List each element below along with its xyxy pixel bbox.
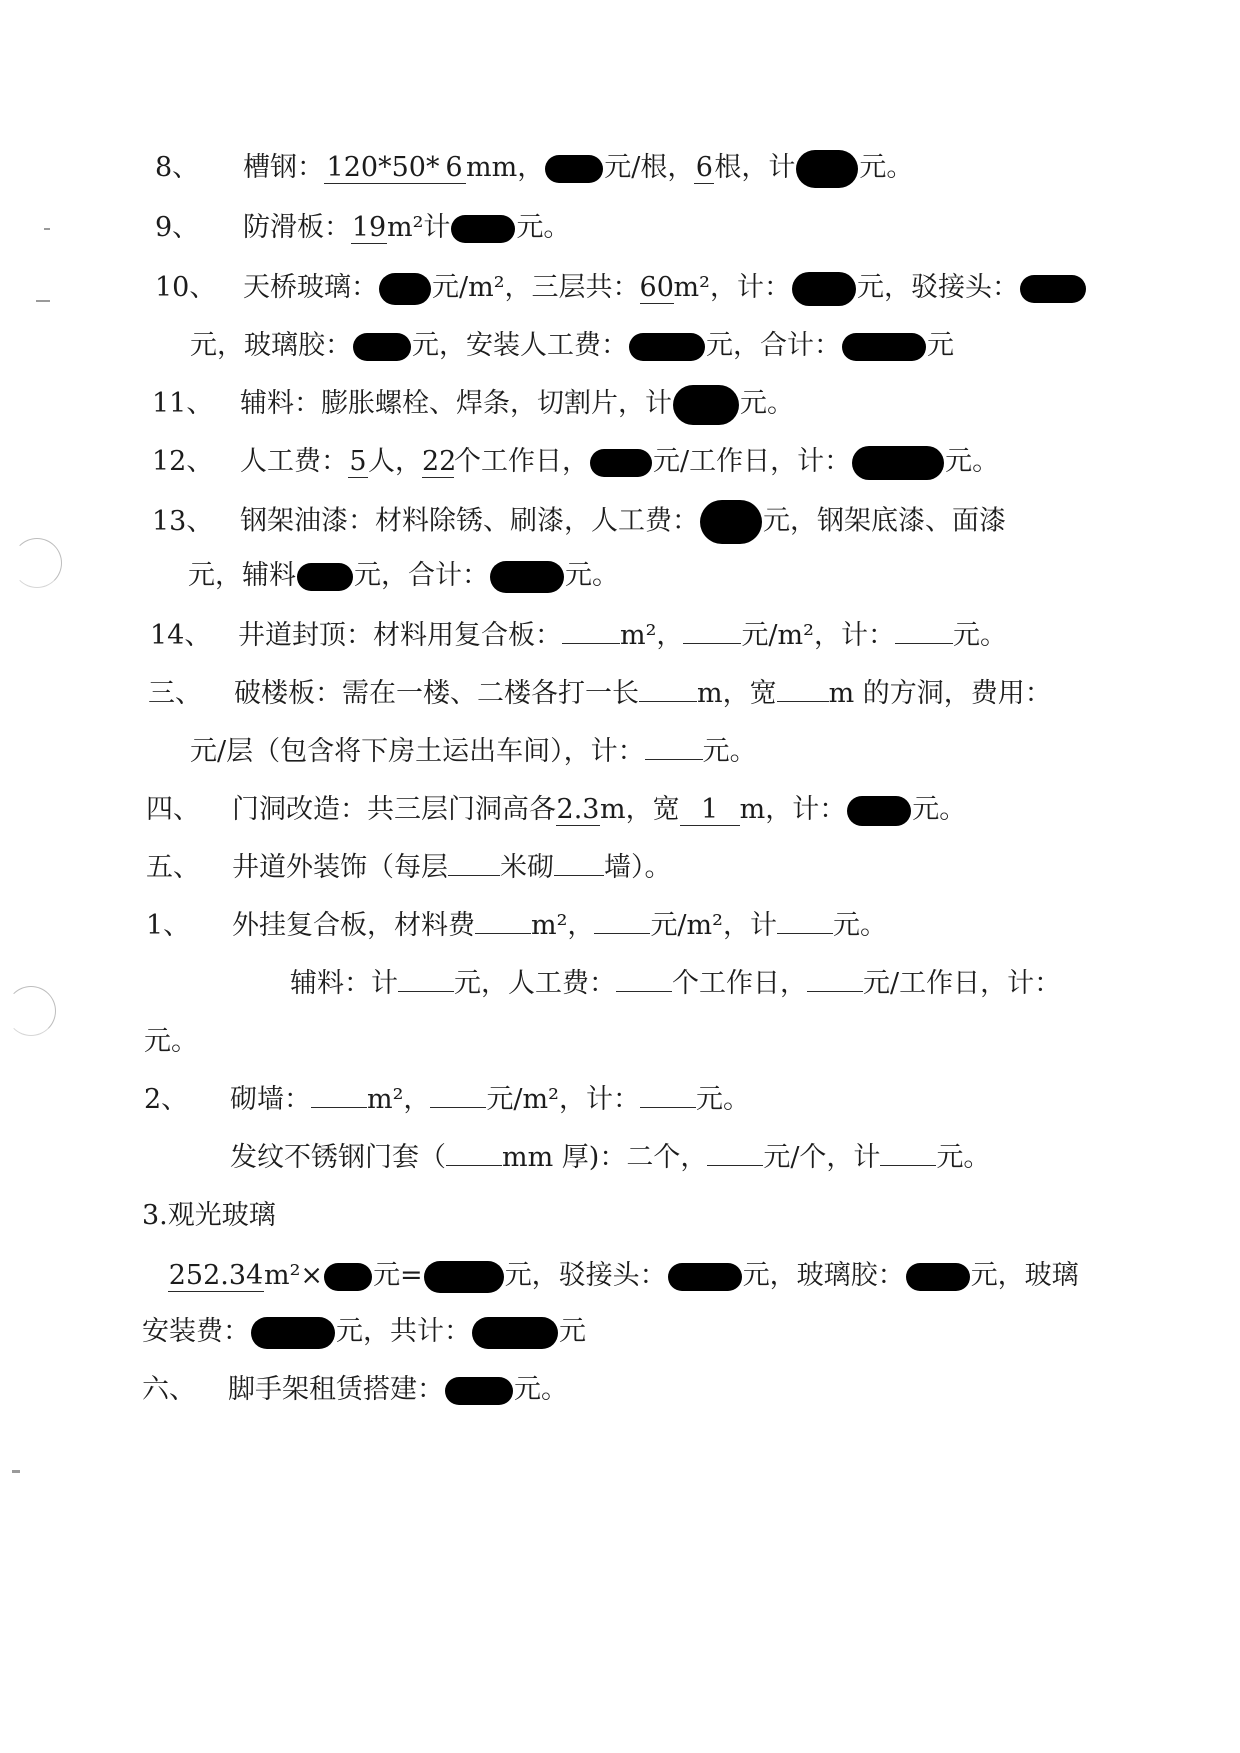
redaction-mark xyxy=(847,796,911,826)
scan-speck xyxy=(44,228,50,230)
item-number: 11、 xyxy=(152,388,214,419)
redaction-mark xyxy=(451,215,515,243)
blank-field xyxy=(683,643,741,644)
blank-field xyxy=(562,643,620,644)
item-number: 8、 xyxy=(155,152,200,183)
item-14: 14、 井道封顶：材料用复合板： m²， 元/m²，计： 元。 xyxy=(150,616,1007,656)
redaction-mark xyxy=(668,1263,742,1291)
blank-field xyxy=(707,1165,763,1166)
section-5-item-1-end: 元。 xyxy=(144,1026,198,1057)
work-days: 22 xyxy=(422,446,457,477)
worker-count: 5 xyxy=(349,446,367,477)
blank-field xyxy=(640,1107,696,1108)
item-11: 11、 辅料：膨胀螺栓、焊条，切割片，计 元。 xyxy=(152,384,794,424)
item-label: 钢架油漆：材料除锈、刷漆，人工费： xyxy=(240,505,699,537)
blank-field xyxy=(311,1107,367,1108)
item-number: 9、 xyxy=(155,212,200,243)
item-number: 12、 xyxy=(152,446,214,477)
section-number: 三、 xyxy=(148,678,202,709)
blank-field xyxy=(639,701,697,702)
scan-speck xyxy=(12,1470,20,1473)
binder-hole-top xyxy=(12,538,62,588)
redaction-mark xyxy=(590,449,652,477)
section-5: 五、 井道外装饰（每层 米砌 墙）。 xyxy=(146,848,672,888)
steel-spec: 120*50* xyxy=(324,153,442,184)
bridge-glass-area: 60 xyxy=(639,272,674,303)
redaction-mark xyxy=(796,150,858,188)
blank-field xyxy=(448,875,500,876)
section-5-item-1: 1、 外挂复合板，材料费 m²， 元/m²，计 元。 xyxy=(146,906,887,946)
item-label: 砌墙： xyxy=(230,1084,311,1115)
section-number: 四、 xyxy=(146,794,200,825)
redaction-mark xyxy=(324,1263,372,1291)
redaction-mark xyxy=(251,1317,335,1349)
redaction-mark xyxy=(472,1317,558,1349)
sightseeing-glass-area: 252.34 xyxy=(168,1260,264,1291)
item-9: 9、 防滑板：19m²计 元。 xyxy=(155,208,570,248)
item-number: 1、 xyxy=(146,910,191,941)
redaction-mark xyxy=(424,1261,504,1293)
redaction-mark xyxy=(1020,275,1086,303)
item-number: 2、 xyxy=(144,1084,189,1115)
redaction-mark xyxy=(445,1377,513,1405)
blank-field xyxy=(475,933,531,934)
redaction-mark xyxy=(673,385,739,425)
section-3-continued: 元/层（包含将下房土运出车间），计： 元。 xyxy=(190,736,757,767)
item-8: 8、 槽钢：120*50* 6 mm， 元/根，6根，计 元。 xyxy=(155,148,913,188)
item-label: 井道封顶：材料用复合板： xyxy=(238,620,562,651)
item-number: 14、 xyxy=(150,620,212,651)
section-label: 破楼板：需在一楼、二楼各打一长 xyxy=(234,678,639,709)
blank-field xyxy=(895,643,953,644)
redaction-mark xyxy=(379,273,431,305)
redaction-mark xyxy=(792,272,856,306)
section-number: 六、 xyxy=(142,1374,196,1405)
section-4: 四、 门洞改造：共三层门洞高各2.3m，宽 1 m，计： 元。 xyxy=(146,790,966,830)
section-label: 井道外装饰（每层 xyxy=(232,852,448,883)
item-label: 天桥玻璃： xyxy=(243,272,378,303)
blank-field xyxy=(616,991,672,992)
section-label: 门洞改造：共三层门洞高各 xyxy=(232,794,556,825)
item-10-continued: 元，玻璃胶： 元，安装人工费： 元，合计： 元 xyxy=(190,330,954,361)
section-3: 三、 破楼板：需在一楼、二楼各打一长 m，宽 m 的方洞，费用： xyxy=(148,674,1052,714)
door-height: 2.3 xyxy=(556,794,600,825)
redaction-mark xyxy=(700,500,762,544)
item-12: 12、 人工费：5人，22个工作日， 元/工作日，计： 元。 xyxy=(152,442,999,482)
redaction-mark xyxy=(852,446,944,480)
blank-field xyxy=(446,1165,502,1166)
item-label: 槽钢： xyxy=(243,152,324,183)
binder-hole-bottom xyxy=(6,986,56,1036)
section-number: 五、 xyxy=(146,852,200,883)
door-frame-line: 发纹不锈钢门套（ mm 厚)：二个， 元/个，计 元。 xyxy=(230,1142,991,1173)
item-label: 防滑板： xyxy=(243,212,351,243)
item-label: 外挂复合板，材料费 xyxy=(232,910,475,941)
anti-slip-area: 19 xyxy=(351,212,387,243)
redaction-mark xyxy=(490,561,564,593)
door-width: 1 xyxy=(680,795,740,826)
blank-field xyxy=(807,991,863,992)
redaction-mark xyxy=(906,1263,970,1291)
redaction-mark xyxy=(842,333,926,361)
item-label: 人工费： xyxy=(240,446,348,477)
blank-field xyxy=(430,1107,486,1108)
redaction-mark xyxy=(353,333,411,361)
item-label: 辅料：膨胀螺栓、焊条，切割片，计 xyxy=(240,388,672,419)
steel-thickness: 6 xyxy=(442,153,466,184)
section-5-item-2: 2、 砌墙： m²， 元/m²，计： 元。 xyxy=(144,1080,750,1120)
item-number: 10、 xyxy=(155,272,217,303)
section-5-item-1-aux: 辅料：计 元，人工费： 个工作日， 元/工作日，计： xyxy=(290,968,1062,999)
sightseeing-glass-continued: 安装费： 元，共计： 元 xyxy=(142,1316,586,1347)
blank-field xyxy=(777,701,829,702)
redaction-mark xyxy=(297,563,353,591)
item-13-continued: 元，辅料 元，合计： 元。 xyxy=(188,560,619,591)
section-6: 六、 脚手架租赁搭建： 元。 xyxy=(142,1370,568,1410)
blank-field xyxy=(777,933,833,934)
item-10: 10、 天桥玻璃： 元/m²，三层共：60m²，计： 元，驳接头： xyxy=(155,268,1087,308)
blank-field xyxy=(398,991,454,992)
steel-quantity: 6 xyxy=(695,152,713,183)
section-5-item-3-title: 3.观光玻璃 xyxy=(142,1200,276,1231)
redaction-mark xyxy=(545,155,603,183)
item-13: 13、 钢架油漆：材料除锈、刷漆，人工费： 元，钢架底漆、面漆 xyxy=(152,500,1006,540)
scan-speck xyxy=(36,300,50,302)
section-label: 脚手架租赁搭建： xyxy=(228,1374,444,1405)
blank-field xyxy=(554,875,604,876)
blank-field xyxy=(880,1165,936,1166)
item-number: 13、 xyxy=(152,505,214,537)
blank-field xyxy=(594,933,650,934)
redaction-mark xyxy=(629,333,705,361)
sightseeing-glass-line: 252.34m²× 元= 元，驳接头： 元，玻璃胶： 元，玻璃 xyxy=(168,1260,1079,1291)
blank-field xyxy=(645,759,703,760)
